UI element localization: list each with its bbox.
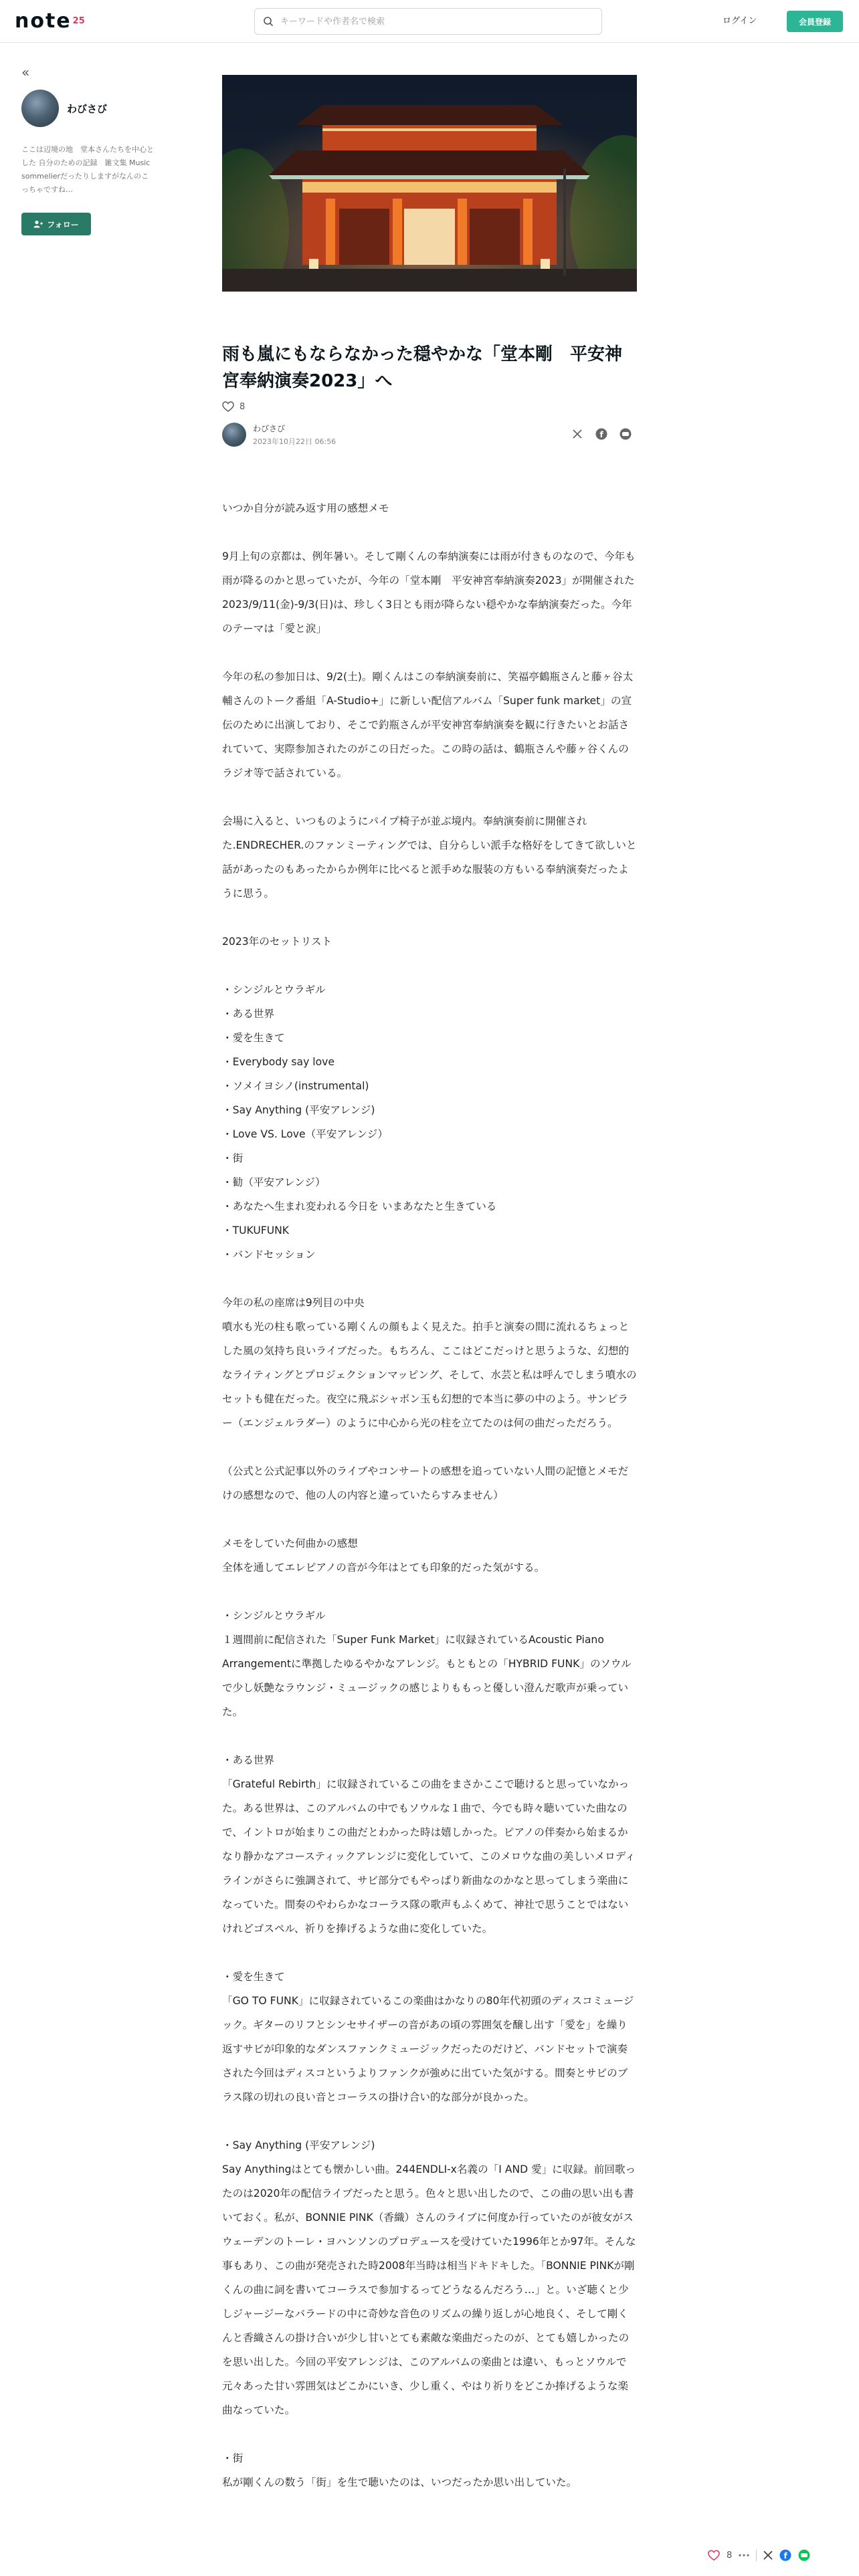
article-paragraph: ・街 私が剛くんの数う「街」を生で聴いたのは、いつだったか思い出していた。 (222, 2452, 577, 2488)
logo-anniversary-badge: 25 (72, 15, 85, 26)
share-buttons (570, 427, 633, 441)
add-user-icon (33, 220, 43, 228)
hero-image (222, 75, 637, 292)
x-share-icon[interactable] (570, 427, 585, 441)
article-author-name[interactable]: わびさび (253, 424, 286, 433)
more-icon[interactable] (739, 2554, 749, 2557)
article-paragraph: ・シンジルとウラギル １週間前に配信された「Super Funk Market」に収録されているAcoustic Piano Arrangementに準拠したゆるやかなアレンジ。もともとの「HYBRID FUNK」のソウルで少し妖艶なラウンジ・ミュージックの感じよりももっと優しい澄んだ歌声が乗っていた。 (222, 1610, 632, 1718)
publish-date: 2023年10月22日 06:56 (253, 437, 337, 446)
facebook-share-icon[interactable] (594, 427, 609, 441)
note-logo[interactable] (15, 8, 85, 33)
search-icon (263, 16, 274, 27)
like-area[interactable] (222, 401, 637, 412)
x-share-icon[interactable] (763, 2551, 773, 2560)
like-count: 8 (727, 2550, 733, 2561)
article (222, 75, 637, 2518)
avatar[interactable] (222, 423, 246, 447)
avatar[interactable] (21, 90, 59, 127)
article-title: 雨も嵐にもならなかった穏やかな「堂本剛 平安神宮奉納演奏2023」へ (222, 344, 623, 391)
setlist (222, 978, 637, 1267)
article-paragraph: メモをしていた何曲かの感想 全体を通してエレピアノの音が今年はとても印象的だった気がする。 (222, 1537, 545, 1574)
svg-text:f: f (599, 430, 603, 439)
divider (756, 2549, 757, 2561)
setlist-item: ・あなたへ生まれ変われる今日を いまあなたと生きている (222, 1200, 497, 1212)
svg-text:f: f (783, 2551, 788, 2561)
article-paragraph: 9月上旬の京都は、例年暑い。そして剛くんの奉納演奏には雨が付きものなので、今年も雨が降るのかと思っていたが、今年の「堂本剛 平安神宮奉納演奏2023」が開催された2023/9/11(金)-9/3(日)は、珍しく3日とも雨が降らない穏やかな奉納演奏だった。今年のテーマは「愛と涙」 (222, 550, 636, 635)
article-body (222, 496, 637, 2494)
setlist-item: ・愛を生きて (222, 1032, 285, 1044)
article-paragraph: （公式と公式記事以外のライブやコンサートの感想を追っていない人間の記憶とメモだけの感想なので、他の人の内容と違っていたらすみません） (222, 1465, 629, 1501)
setlist-item: ・シンジルとウラギル (222, 984, 326, 996)
article-paragraph: 今年の私の座席は9列目の中央 噴水も光の柱も歌っている剛くんの顔もよく見えた。拍手と演奏の間に流れるちょっとした風の気持ち良いライブだった。もちろん、ここはどこだっけと思うような、幻想的なライティングとプロジェクションマッピング、そして、水芸と私は呼んでしまう噴水のセットも健在だった。夜空に飛ぶシャボン玉も幻想的で本当に夢の中のよう。サンピラー（エンジェルラダー）のように中心から光の柱を立てたのは何の曲だっただろう。 (222, 1297, 637, 1429)
setlist-item: ・Say Anything (平安アレンジ) (222, 1104, 375, 1116)
article-paragraph: ・ある世界 「Grateful Rebirth」に収録されているこの曲をまさかここで聴けると思っていなかった。ある世界は、このアルバムの中でもソウルな１曲で、今でも時々聴いていた曲なので、イントロが始まりこの曲だとわかった時は嬉しかった。ピアノの伴奏から始まるかなり静かなアコースティックアレンジに変化していて、このメロウな曲の美しいメロディラインがさらに強調されて、サビ部分でもやっぱり新曲なのかなと思ってしまう楽曲になっていた。間奏のやわらかなコーラス隊の歌声もふくめて、神社で思うことではないけれどゴスペル、祈りを捧げるような曲に変化していた。 (222, 1754, 636, 1935)
shrine-gate-illustration (222, 75, 637, 292)
search-input[interactable] (280, 17, 575, 27)
line-share-icon[interactable] (618, 427, 633, 441)
article-paragraph: いつか自分が読み返す用の感想メモ (222, 502, 389, 514)
top-navigation-bar (0, 0, 859, 43)
article-paragraph: 会場に入ると、いつものようにパイプ椅子が並ぶ境内。奉納演奏前に開催された.ENDRECHER.のファンミーティングでは、自分らしい派手な格好をしてきて欲しいと話があったのもあったからか例年に比べると派手めな服装の方もいる奉納演奏だったように思う。 (222, 815, 637, 899)
follow-label: フォロー (47, 219, 79, 229)
facebook-share-icon[interactable] (779, 2549, 791, 2561)
article-meta (222, 421, 637, 448)
signup-button[interactable]: 会員登録 (787, 11, 843, 32)
creator-sidebar (21, 64, 155, 235)
setlist-item: ・ある世界 (222, 1008, 274, 1020)
setlist-item: ・Love VS. Love（平安アレンジ） (222, 1128, 388, 1140)
heart-icon[interactable] (222, 401, 234, 412)
article-paragraph: ・Say Anything (平安アレンジ) Say Anythingはとても懐かしい曲。244ENDLI-x名義の「I AND 愛」に収録。前回歌ったのは2020年の配信ライブだったと思う。色々と思い出したので、この曲の思い出も書いておく。私が、BONNIE PINK（香織）さんのライブに何度か行っていたのが彼女がスウェーデンのトーレ・ヨハンソンのプロデュースを受けていた1996年とか97年。そんな事もあり、この曲が発売された時2008年当時は相当ドキドキした。「BONNIE PINKが剛くんの曲に詞を書いてコーラスで参加するってどうなるんだろう…」と。いざ聴くと少しジャージーなバラードの中に奇妙な音色のリズムの繰り返しが心地良く、そして剛くんと香織さんの掛け合いが少し甘いとても素敵な楽曲だったのが、とても嬉しかったのを思い出した。今回の平安アレンジは、このアルバムの楽曲とは違い、もっとソウルで元々あった甘い雰囲気はどこかにいき、少し重く、やはり祈りをどこか捧げるような楽曲なっていた。 (222, 2139, 636, 2416)
setlist-item: ・街 (222, 1152, 244, 1164)
setlist-heading: 2023年のセットリスト (222, 936, 332, 948)
collapse-sidebar-icon[interactable]: « (21, 64, 30, 80)
follow-button[interactable] (21, 213, 91, 235)
setlist-item: ・ソメイヨシノ(instrumental) (222, 1080, 369, 1092)
setlist-item: ・TUKUFUNK (222, 1224, 290, 1237)
setlist-item: ・勧（平安アレンジ） (222, 1176, 326, 1188)
article-paragraph: 今年の私の参加日は、9/2(土)。剛くんはこの奉納演奏前に、笑福亭鶴瓶さんと藤ヶ谷太輔さんのトーク番組「A-Studio+」に新しい配信アルバム「Super funk market」の宣伝のために出演しており、そこで釣瓶さんが平安神宮奉納演奏を観に行きたいとお話されていて、実際参加されたのがこの日だった。この時の話は、鶴瓶さんや藤ヶ谷くんのラジオ等で話されている。 (222, 671, 634, 779)
setlist-item: ・Everybody say love (222, 1056, 335, 1068)
setlist-item: ・バンドセッション (222, 1249, 316, 1261)
sidebar-author-name[interactable]: わびさび (67, 102, 108, 115)
heart-icon[interactable] (708, 2550, 720, 2561)
login-link[interactable]: ログイン (723, 16, 757, 26)
floating-action-bar (708, 2549, 810, 2561)
article-paragraph: ・愛を生きて 「GO TO FUNK」に収録されているこの楽曲はかなりの80年代初頭のディスコミュージック。ギターのリフとシンセサイザーの音があの頃の雰囲気を醸し出す「愛を」を繰り返すサビが印象的なダンスファンクミュージックだったのだけど、バンドセットで演奏された今回はディスコというよりファンクが強めに出ていた気がする。間奏とサビのブラス隊の切れの良い音とコーラスの掛け合い的な部分が良かった。 (222, 1971, 634, 2103)
logo-text: note (15, 9, 72, 33)
like-count: 8 (240, 401, 246, 412)
search-box[interactable] (254, 8, 602, 35)
sidebar-author[interactable] (21, 90, 155, 127)
line-share-icon[interactable] (798, 2549, 810, 2561)
author-bio: ここは辺境の地 堂本さんたちを中心とした 自分のための記録 雑文集 Music sommelierだったりしますがなんのこっちゃですね… (21, 145, 154, 194)
